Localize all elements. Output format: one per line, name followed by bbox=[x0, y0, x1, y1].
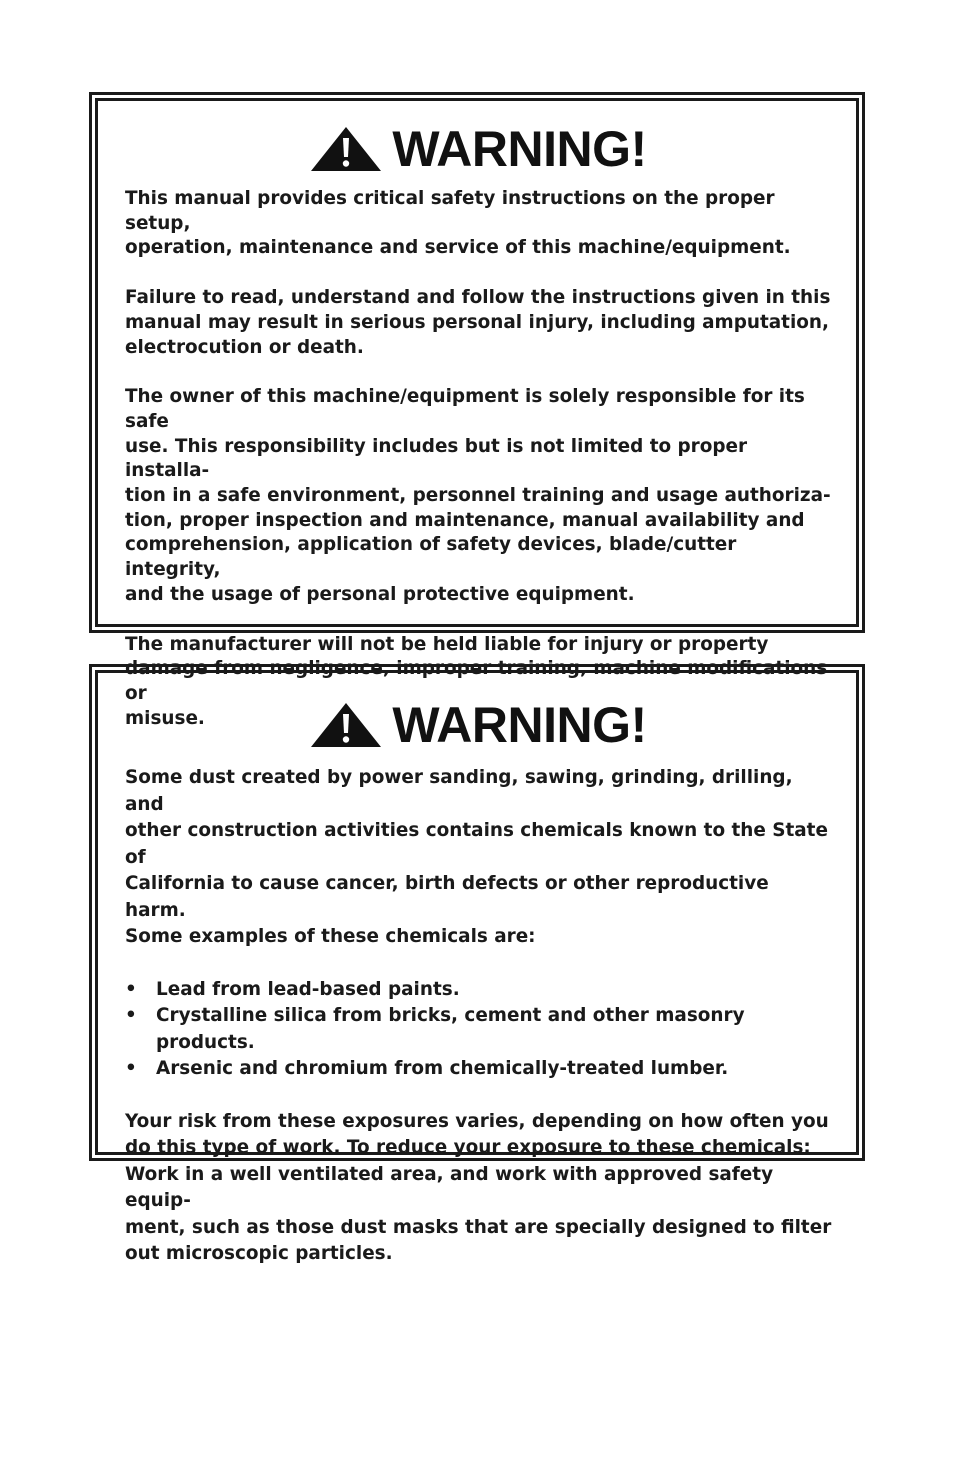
list-item bbox=[125, 1003, 832, 1056]
warning-box-inner bbox=[95, 670, 859, 1264]
warning-box-manual-safety bbox=[89, 92, 865, 729]
paragraph-failure-to-read: Failure to read, understand and follow the instructions given in this manual may result in serious personal injury, including amputation, electrocution or death. bbox=[125, 287, 831, 358]
warning-box-inner bbox=[95, 98, 859, 729]
warning-triangle-icon bbox=[310, 702, 382, 748]
warning-title: WARNING! bbox=[392, 121, 647, 177]
warning-title: WARNING! bbox=[392, 697, 647, 753]
bullet-dot: • bbox=[125, 1005, 137, 1026]
paragraph-dust-intro: Some dust created by power sanding, sawing, grinding, drilling, and other construction activities contains chemicals known to the State of California to cause cancer, birth defects or other reproductive harm. Some examples of these chemicals are: bbox=[125, 767, 828, 947]
warning-box-dust-chemicals bbox=[89, 664, 865, 1264]
warning-triangle-icon bbox=[310, 126, 382, 172]
paragraph-critical-instructions: This manual provides critical safety instructions on the proper setup, operation, maintenance and service of this machine/equipment. bbox=[125, 188, 791, 259]
list-item-text: Crystalline silica from bricks, cement and other masonry products. bbox=[156, 1005, 745, 1053]
paragraph-manufacturer-liability: The manufacturer will not be held liable for injury or property damage from negligence, improper training, machine modifications or misuse. bbox=[125, 633, 828, 729]
warning-heading bbox=[125, 695, 832, 755]
list-item-text: Lead from lead-based paints. bbox=[156, 978, 460, 1000]
warning-heading bbox=[125, 119, 832, 179]
list-item-text: Arsenic and chromium from chemically-treated lumber. bbox=[156, 1058, 729, 1079]
bullet-dot: • bbox=[125, 1058, 137, 1079]
list-item bbox=[125, 977, 832, 1004]
list-item bbox=[125, 1056, 832, 1083]
chemical-examples-list bbox=[125, 977, 832, 1083]
paragraph-owner-responsibility: The owner of this machine/equipment is solely responsible for its safe use. This responsibility includes but is not limited to proper installa- tion in a safe environment, personnel training and usage authoriza- tion, proper inspection and maintenance, manual availability and comprehension, application of safety devices, blade/cutter integrity, and the usage of personal protective equipment. bbox=[125, 386, 831, 605]
paragraph-exposure-risk: Your risk from these exposures varies, depending on how often you do this type of work. To reduce your exposure to these chemicals: Work in a well ventilated area, and work with approved safety equip- ment, such as those dust masks that are specially designed to filter out microscopic particles. bbox=[125, 1110, 832, 1264]
bullet-dot: • bbox=[125, 978, 137, 1000]
